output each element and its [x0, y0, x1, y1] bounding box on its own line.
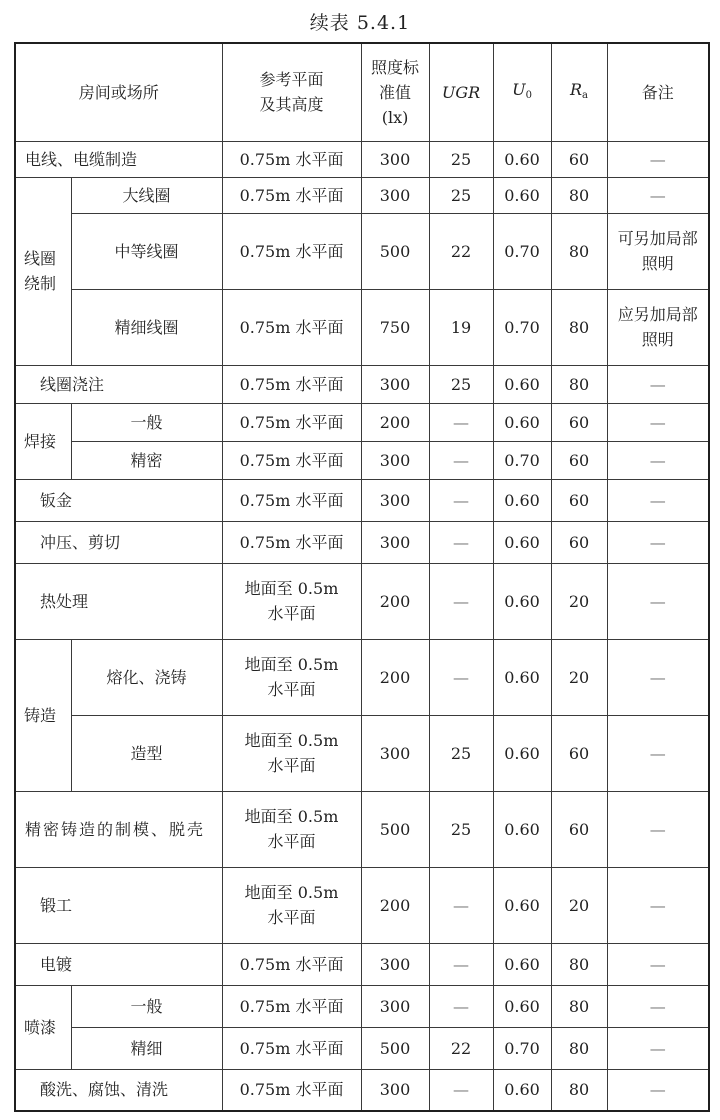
cell-plane — [222, 563, 361, 639]
cell-remark: — — [607, 479, 709, 521]
cell-room: 精密 — [71, 441, 222, 479]
cell-u0: 0.60 — [493, 365, 551, 403]
cell-ra: 60 — [551, 715, 607, 791]
cell-ugr: — — [429, 985, 493, 1027]
header-ugr-label: UGR — [441, 82, 481, 102]
header-r-main: R — [570, 79, 583, 99]
cell-ugr: 25 — [429, 365, 493, 403]
table-row — [15, 365, 709, 403]
cell-ugr: 25 — [429, 715, 493, 791]
cell-remark: — — [607, 141, 709, 177]
cell-remark: — — [607, 177, 709, 213]
cell-ugr: — — [429, 441, 493, 479]
cell-room: 一般 — [71, 985, 222, 1027]
cell-plane: 0.75m 水平面 — [222, 1027, 361, 1069]
cell-ugr: 25 — [429, 141, 493, 177]
cell-ugr: — — [429, 1069, 493, 1111]
cell-u0: 0.60 — [493, 177, 551, 213]
group-cell-welding: 焊接 — [15, 403, 71, 479]
cell-plane-line2: 水平面 — [267, 604, 316, 623]
header-remark: 备注 — [607, 43, 709, 141]
cell-lux: 300 — [361, 715, 429, 791]
cell-remark: — — [607, 943, 709, 985]
cell-plane-line2: 水平面 — [267, 908, 316, 927]
cell-ugr: 19 — [429, 289, 493, 365]
table-row — [15, 791, 709, 867]
cell-ugr: — — [429, 943, 493, 985]
cell-ugr: 25 — [429, 791, 493, 867]
cell-lux: 300 — [361, 985, 429, 1027]
cell-plane — [222, 715, 361, 791]
cell-u0: 0.60 — [493, 141, 551, 177]
cell-ugr: — — [429, 403, 493, 441]
cell-lux: 300 — [361, 141, 429, 177]
header-color-rendering — [551, 43, 607, 141]
table-row — [15, 521, 709, 563]
cell-room: 电线、电缆制造 — [15, 141, 222, 177]
cell-u0: 0.60 — [493, 521, 551, 563]
header-r-sub: a — [582, 89, 589, 101]
cell-room: 锻工 — [15, 867, 222, 943]
cell-lux: 300 — [361, 521, 429, 563]
cell-remark: — — [607, 715, 709, 791]
cell-lux: 500 — [361, 213, 429, 289]
cell-plane: 0.75m 水平面 — [222, 441, 361, 479]
cell-ra: 20 — [551, 563, 607, 639]
cell-plane: 0.75m 水平面 — [222, 141, 361, 177]
cell-remark: — — [607, 867, 709, 943]
cell-remark: — — [607, 1069, 709, 1111]
cell-room: 精密铸造的制模、脱壳 — [15, 791, 222, 867]
table-row — [15, 479, 709, 521]
cell-room: 线圈浇注 — [15, 365, 222, 403]
cell-plane — [222, 791, 361, 867]
cell-room: 酸洗、腐蚀、清洗 — [15, 1069, 222, 1111]
cell-plane-line1: 地面至 0.5m — [244, 731, 339, 750]
cell-ra: 60 — [551, 791, 607, 867]
header-lux-line1: 照度标 — [371, 57, 420, 77]
group-cell-painting: 喷漆 — [15, 985, 71, 1069]
cell-remark: — — [607, 985, 709, 1027]
cell-ra: 20 — [551, 639, 607, 715]
header-ugr — [429, 43, 493, 141]
cell-lux: 200 — [361, 403, 429, 441]
cell-plane: 0.75m 水平面 — [222, 177, 361, 213]
header-u-sub: 0 — [525, 89, 532, 101]
cell-room: 热处理 — [15, 563, 222, 639]
cell-ra: 80 — [551, 177, 607, 213]
cell-plane-line2: 水平面 — [267, 680, 316, 699]
cell-plane: 0.75m 水平面 — [222, 479, 361, 521]
table-row — [15, 715, 709, 791]
header-illuminance — [361, 43, 429, 141]
cell-ra: 20 — [551, 867, 607, 943]
cell-ra: 80 — [551, 1069, 607, 1111]
cell-room: 电镀 — [15, 943, 222, 985]
cell-lux: 300 — [361, 177, 429, 213]
cell-u0: 0.60 — [493, 943, 551, 985]
cell-plane-line1: 地面至 0.5m — [244, 579, 339, 598]
table-row — [15, 1069, 709, 1111]
cell-room: 熔化、浇铸 — [71, 639, 222, 715]
illuminance-table — [14, 42, 710, 1112]
cell-u0: 0.70 — [493, 441, 551, 479]
cell-u0: 0.60 — [493, 1069, 551, 1111]
cell-remark: — — [607, 521, 709, 563]
cell-u0: 0.60 — [493, 563, 551, 639]
table-row — [15, 943, 709, 985]
header-u-main: U — [512, 79, 526, 99]
cell-remark: — — [607, 365, 709, 403]
header-lux-line2: 准值 — [379, 82, 412, 102]
cell-plane — [222, 867, 361, 943]
header-room: 房间或场所 — [15, 43, 222, 141]
table-row — [15, 403, 709, 441]
cell-lux: 500 — [361, 1027, 429, 1069]
header-plane-line1: 参考平面 — [259, 70, 324, 90]
cell-remark: — — [607, 791, 709, 867]
cell-remark: — — [607, 639, 709, 715]
cell-ugr: 22 — [429, 1027, 493, 1069]
cell-ra: 80 — [551, 1027, 607, 1069]
cell-ra: 80 — [551, 985, 607, 1027]
cell-remark: 可另加局部照明 — [607, 213, 709, 289]
table-header-row — [15, 43, 709, 141]
cell-ra: 80 — [551, 943, 607, 985]
cell-ra: 60 — [551, 441, 607, 479]
header-lux-line3: (lx) — [381, 107, 409, 127]
cell-ra: 80 — [551, 289, 607, 365]
table-row — [15, 1027, 709, 1069]
header-reference-plane — [222, 43, 361, 141]
cell-lux: 300 — [361, 479, 429, 521]
table-row — [15, 563, 709, 639]
table-caption: 续表 5.4.1 — [309, 12, 411, 34]
cell-lux: 300 — [361, 365, 429, 403]
cell-room: 中等线圈 — [71, 213, 222, 289]
cell-ra: 80 — [551, 213, 607, 289]
cell-lux: 500 — [361, 791, 429, 867]
cell-lux: 300 — [361, 943, 429, 985]
cell-plane-line1: 地面至 0.5m — [244, 807, 339, 826]
cell-ugr: 22 — [429, 213, 493, 289]
table-row — [15, 141, 709, 177]
cell-room: 钣金 — [15, 479, 222, 521]
table-row — [15, 213, 709, 289]
cell-ugr: — — [429, 867, 493, 943]
cell-plane: 0.75m 水平面 — [222, 289, 361, 365]
cell-remark: — — [607, 441, 709, 479]
cell-lux: 200 — [361, 639, 429, 715]
cell-u0: 0.60 — [493, 791, 551, 867]
cell-room: 冲压、剪切 — [15, 521, 222, 563]
cell-plane: 0.75m 水平面 — [222, 985, 361, 1027]
cell-ugr: 25 — [429, 177, 493, 213]
cell-ra: 60 — [551, 403, 607, 441]
cell-room: 精细 — [71, 1027, 222, 1069]
cell-ra: 60 — [551, 141, 607, 177]
cell-ugr: — — [429, 521, 493, 563]
cell-ra: 80 — [551, 365, 607, 403]
cell-lux: 750 — [361, 289, 429, 365]
cell-room: 大线圈 — [71, 177, 222, 213]
table-row — [15, 985, 709, 1027]
cell-u0: 0.60 — [493, 479, 551, 521]
cell-u0: 0.60 — [493, 985, 551, 1027]
cell-plane: 0.75m 水平面 — [222, 521, 361, 563]
cell-u0: 0.60 — [493, 867, 551, 943]
cell-plane: 0.75m 水平面 — [222, 213, 361, 289]
cell-remark: — — [607, 1027, 709, 1069]
cell-room: 精细线圈 — [71, 289, 222, 365]
cell-u0: 0.70 — [493, 213, 551, 289]
cell-plane — [222, 639, 361, 715]
cell-plane-line2: 水平面 — [267, 832, 316, 851]
cell-lux: 200 — [361, 563, 429, 639]
group-cell-casting: 铸造 — [15, 639, 71, 791]
cell-plane: 0.75m 水平面 — [222, 403, 361, 441]
cell-plane-line1: 地面至 0.5m — [244, 883, 339, 902]
table-row — [15, 289, 709, 365]
cell-plane: 0.75m 水平面 — [222, 365, 361, 403]
cell-lux: 300 — [361, 441, 429, 479]
cell-remark: 应另加局部照明 — [607, 289, 709, 365]
cell-ra: 60 — [551, 521, 607, 563]
cell-plane-line1: 地面至 0.5m — [244, 655, 339, 674]
cell-ugr: — — [429, 479, 493, 521]
table-row — [15, 177, 709, 213]
cell-u0: 0.60 — [493, 639, 551, 715]
header-uniformity — [493, 43, 551, 141]
cell-u0: 0.60 — [493, 715, 551, 791]
table-row — [15, 441, 709, 479]
cell-ugr: — — [429, 563, 493, 639]
cell-plane: 0.75m 水平面 — [222, 1069, 361, 1111]
group-cell-coil-winding: 线圈绕制 — [15, 177, 71, 365]
cell-plane: 0.75m 水平面 — [222, 943, 361, 985]
cell-lux: 300 — [361, 1069, 429, 1111]
cell-remark: — — [607, 563, 709, 639]
table-row — [15, 867, 709, 943]
cell-u0: 0.70 — [493, 289, 551, 365]
cell-ra: 60 — [551, 479, 607, 521]
cell-u0: 0.60 — [493, 403, 551, 441]
header-plane-line2: 及其高度 — [259, 95, 324, 115]
cell-remark: — — [607, 403, 709, 441]
cell-room: 造型 — [71, 715, 222, 791]
cell-u0: 0.70 — [493, 1027, 551, 1069]
cell-lux: 200 — [361, 867, 429, 943]
table-row — [15, 639, 709, 715]
cell-room: 一般 — [71, 403, 222, 441]
cell-ugr: — — [429, 639, 493, 715]
cell-plane-line2: 水平面 — [267, 756, 316, 775]
